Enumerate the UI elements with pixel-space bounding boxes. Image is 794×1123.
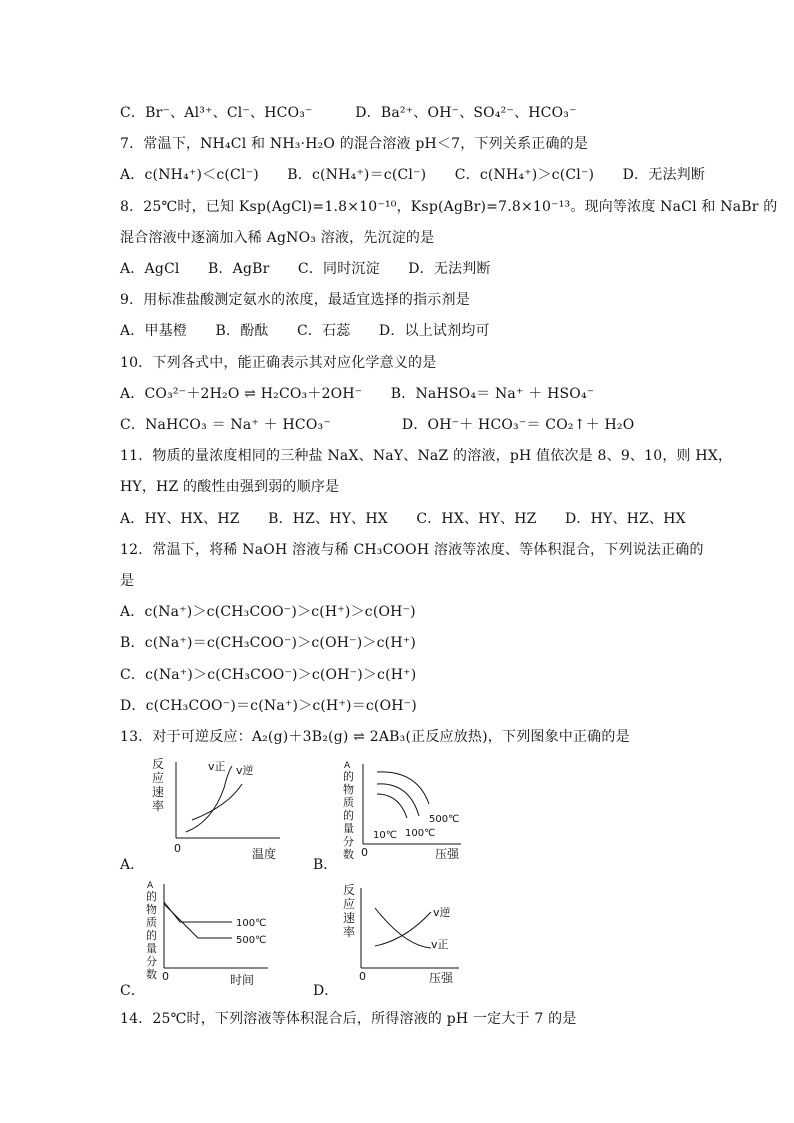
graph-a-label-v-reverse: v逆 [236, 764, 254, 777]
svg-text:数: 数 [146, 968, 157, 981]
graph-a-curve-v-forward [186, 766, 232, 832]
svg-text:分: 分 [343, 835, 354, 848]
graph-d-label-v-forward: v正 [431, 938, 449, 951]
q8-stem-line2: 混合溶液中逐滴加入稀 AgNO₃ 溶液，先沉淀的是 [120, 230, 435, 246]
graph-d [313, 883, 483, 999]
graph-b-label-500c: 500℃ [429, 814, 460, 825]
svg-text:速: 速 [343, 911, 356, 925]
svg-text:的: 的 [343, 809, 354, 822]
graph-b-curve-10c [377, 794, 407, 818]
svg-text:数: 数 [343, 848, 354, 861]
q6-option-c-d: C．Br⁻、Al³⁺、Cl⁻、HCO₃⁻ D．Ba²⁺、OH⁻、SO₄²⁻、HCO₃⁻ [120, 105, 577, 121]
q11-stem-line1: 11．物质的量浓度相同的三种盐 NaX、NaY、NaZ 的溶液，pH 值依次是 8、9、10，则 HX， [120, 448, 733, 464]
q7-options: A．c(NH₄⁺)＜c(Cl⁻) B．c(NH₄⁺)＝c(Cl⁻) C．c(NH₄⁺)＞c(Cl⁻) D．无法判断 [120, 167, 706, 183]
q10-options-ab: A．CO₃²⁻＋2H₂O ⇌ H₂CO₃＋2OH⁻ B．NaHSO₄＝ Na⁺ ＋ HSO₄⁻ [120, 386, 595, 402]
q12-option-d: D．c(CH₃COO⁻)＝c(Na⁺)＞c(H⁺)＝c(OH⁻) [120, 698, 417, 714]
graph-c [120, 880, 300, 999]
q10-options-cd: C．NaHCO₃ ＝ Na⁺ ＋ HCO₃⁻ D．OH⁻＋ HCO₃⁻＝ CO₂↑＋ H₂O [120, 417, 635, 433]
graph-b [313, 760, 483, 873]
svg-text:分: 分 [146, 955, 157, 968]
svg-text:物: 物 [146, 903, 157, 916]
q9-options: A．甲基橙 B．酚酞 C．石蕊 D．以上试剂均可 [120, 323, 490, 339]
svg-text:质: 质 [146, 916, 157, 929]
svg-text:量: 量 [146, 942, 157, 955]
graph-c-curve-500c [164, 904, 232, 938]
graph-a-option-label: A． [120, 857, 145, 873]
graph-c-curve-100c [164, 902, 232, 922]
graph-a-label-v-forward: v正 [208, 760, 226, 773]
graph-a-ylabel-3: 速 [152, 785, 165, 799]
graph-d-label-v-reverse: v逆 [433, 906, 451, 919]
svg-text:的: 的 [146, 890, 157, 903]
graph-b-xlabel: 压强 [435, 847, 460, 861]
svg-text:反: 反 [343, 883, 356, 897]
graph-a-ylabel-1: 反 [152, 757, 165, 771]
svg-text:质: 质 [343, 796, 354, 809]
graph-b-curve-500c [377, 772, 429, 804]
svg-text:应: 应 [343, 897, 356, 911]
svg-text:A: A [147, 881, 154, 891]
q12-stem-line2: 是 [120, 573, 135, 589]
graph-c-xlabel: 时间 [230, 973, 255, 987]
svg-text:率: 率 [343, 925, 356, 939]
graph-c-option-label: C． [120, 983, 145, 999]
q8-options: A．AgCl B．AgBr C．同时沉淀 D．无法判断 [120, 261, 491, 277]
q13-stem: 13．对于可逆反应：A₂(g)＋3B₂(g) ⇌ 2AB₃(正反应放热)，下列图象中正确的是 [120, 729, 630, 745]
graph-b-option-label: B． [313, 857, 338, 873]
graph-c-label-500c: 500℃ [236, 935, 267, 946]
q10-stem: 10．下列各式中，能正确表示其对应化学意义的是 [120, 355, 437, 371]
q9-stem: 9．用标准盐酸测定氨水的浓度，最适宜选择的指示剂是 [120, 292, 470, 308]
svg-text:的: 的 [343, 770, 354, 783]
graph-a-curve-v-reverse [192, 784, 242, 820]
q12-option-a: A．c(Na⁺)＞c(CH₃COO⁻)＞c(H⁺)＞c(OH⁻) [120, 604, 416, 620]
graph-b-curve-100c [377, 784, 419, 816]
graph-a [120, 757, 300, 873]
q12-option-c: C．c(Na⁺)＞c(CH₃COO⁻)＞c(OH⁻)＞c(H⁺) [120, 667, 417, 683]
svg-text:量: 量 [343, 822, 354, 835]
graph-c-label-100c: 100℃ [236, 918, 267, 929]
q11-stem-line2: HY，HZ 的酸性由强到弱的顺序是 [120, 479, 340, 495]
graph-d-origin: 0 [359, 970, 366, 983]
graph-b-label-10c: 10℃ [373, 830, 397, 841]
svg-text:的: 的 [146, 929, 157, 942]
graph-a-ylabel-2: 应 [152, 771, 165, 785]
svg-text:物: 物 [343, 783, 354, 796]
q12-stem-line1: 12．常温下，将稀 NaOH 溶液与稀 CH₃COOH 溶液等浓度、等体积混合，下列说法正确的 [120, 542, 704, 558]
graph-d-curve-v-reverse [375, 912, 431, 946]
graph-b-origin: 0 [361, 846, 368, 859]
graph-d-xlabel: 压强 [429, 971, 454, 985]
graph-a-ylabel-4: 率 [152, 799, 165, 813]
graph-b-ylabel-a: A [344, 761, 351, 771]
graph-a-xlabel: 温度 [252, 847, 277, 861]
graph-b-label-100c: 100℃ [405, 828, 436, 839]
q8-stem-line1: 8．25℃时，已知 Ksp(AgCl)=1.8×10⁻¹⁰，Ksp(AgBr)=7.8×10⁻¹³。现向等浓度 NaCl 和 NaBr 的 [120, 199, 778, 215]
graph-d-option-label: D． [313, 983, 339, 999]
q12-option-b: B．c(Na⁺)＝c(CH₃COO⁻)＞c(OH⁻)＞c(H⁺) [120, 635, 416, 651]
q14-stem: 14．25℃时，下列溶液等体积混合后，所得溶液的 pH 一定大于 7 的是 [120, 1011, 577, 1027]
q7-stem: 7．常温下，NH₄Cl 和 NH₃·H₂O 的混合溶液 pH＜7，下列关系正确的是 [120, 136, 589, 152]
graph-d-curve-v-forward [375, 908, 431, 948]
graph-a-origin: 0 [174, 842, 181, 855]
q11-options: A．HY、HX、HZ B．HZ、HY、HX C．HX、HY、HZ D．HY、HZ、HX [120, 511, 686, 527]
graph-c-origin: 0 [162, 970, 169, 983]
